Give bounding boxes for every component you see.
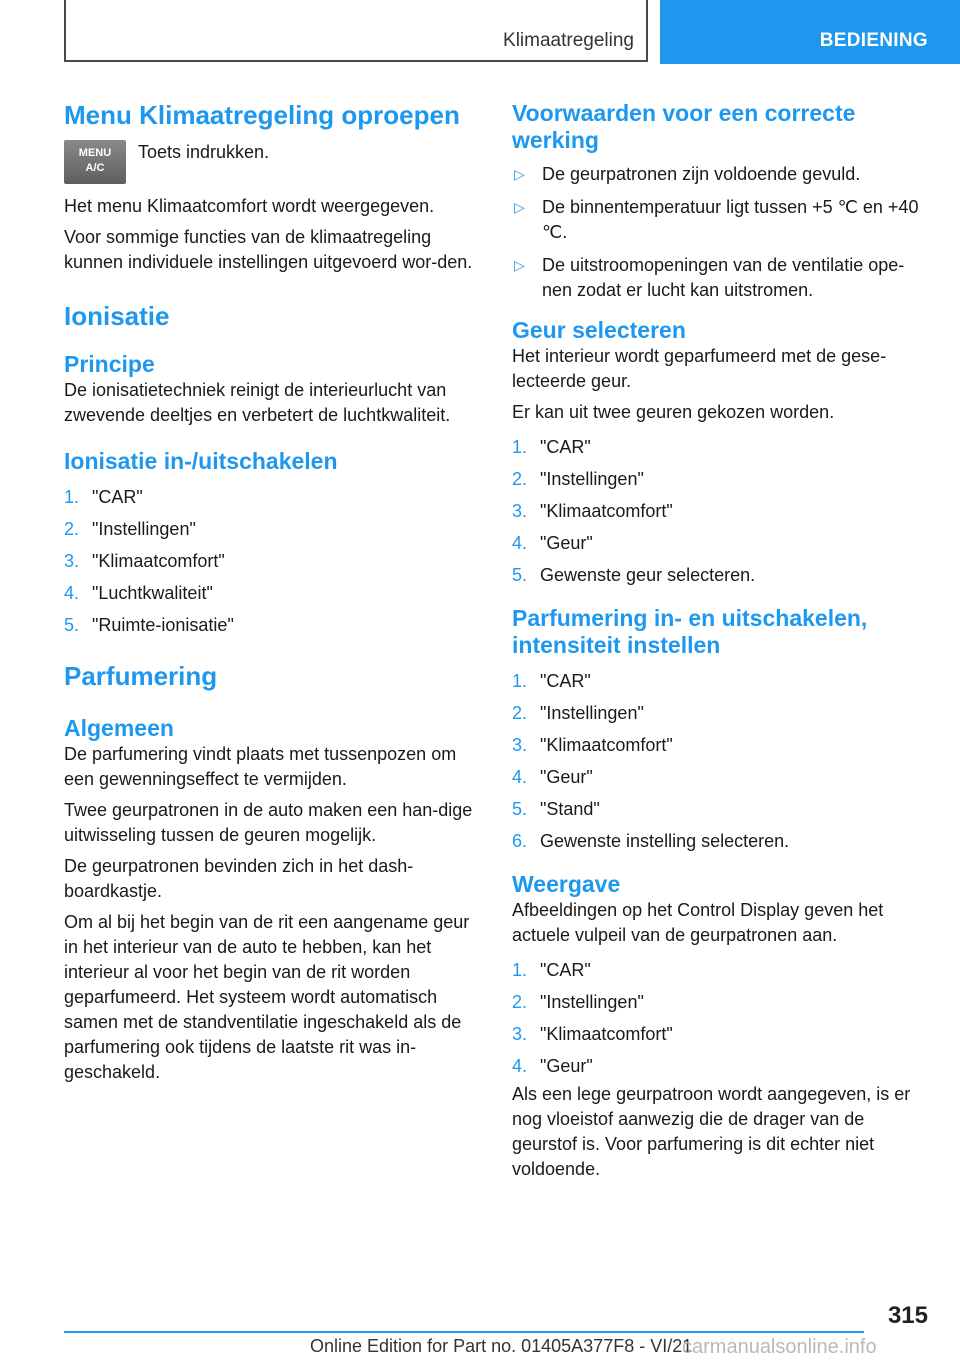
step-text: "Luchtkwaliteit" [92,583,213,603]
step-text: "CAR" [540,671,591,691]
geur-steps [512,431,932,591]
menu-step-text: Toets indrukken. [138,142,270,162]
list-item [512,253,932,303]
algemeen-paragraph-2: Twee geurpatronen in de auto maken een han-dige uitwisseling tussen de geuren mogelijk. [64,800,473,845]
algemeen-paragraph-3: De geurpatronen bevinden zich in het dash-boardkastje. [64,856,414,901]
menu-ac-button-icon [64,140,126,184]
principe-paragraph: De ionisatietechniek reinigt de interieurlucht van zwevende deeltjes en verbetert de luchtkwaliteit. [64,380,451,425]
algemeen-paragraph-4: Om al bij het begin van de rit een aangename geur in het interieur van de auto te hebben, kan het interieur al voor het begin van de rit worden geparfumeerd. Het systeem wordt automatisch samen met de standventilatie ingeschakeld als de parfumering ook tijdens de laatste rit was in-geschakeld. [64,912,470,1082]
list-item [512,559,932,591]
step-text: Gewenste instelling selecteren. [540,831,790,851]
step-text: "Klimaatcomfort" [540,1024,673,1044]
header-section-tab [660,0,960,64]
principe-heading: Principe [64,351,155,377]
algemeen-paragraph-1: De parfumering vindt plaats met tussenpozen om een gewenningseffect te vermijden. [64,744,457,789]
menu-instruction [64,140,476,184]
step-number: 3. [512,501,528,521]
step-number: 2. [512,469,528,489]
step-number: 4. [512,533,528,553]
step-text: "Instellingen" [540,703,644,723]
step-text: "Klimaatcomfort" [540,501,673,521]
conditions-list [512,162,932,303]
geur-paragraph-2: Er kan uit twee geuren gekozen worden. [512,402,835,422]
step-number: 6. [512,831,528,851]
step-number: 1. [512,960,528,980]
list-item [512,1018,932,1050]
condition-text: De binnentemperatuur ligt tussen +5 ℃ en +40 ℃. [542,197,919,242]
intensity-heading: Parfumering in- en uitschakelen, intensiteit instellen [512,605,868,658]
list-item [64,513,476,545]
triangle-bullet-icon: ▷ [514,257,525,273]
list-item [512,1050,932,1082]
ionisatie-switch-heading: Ionisatie in-/uitschakelen [64,448,338,474]
step-number: 3. [64,551,80,571]
header-section-label: BEDIENING [819,30,928,51]
geur-heading: Geur selecteren [512,317,686,343]
step-text: "Ruimte-ionisatie" [92,615,234,635]
list-item [512,162,932,187]
step-text: "CAR" [92,487,143,507]
menu-heading: Menu Klimaatregeling oproepen [64,100,460,130]
list-item [64,609,476,641]
header-title: Klimaatregeling [503,30,634,51]
list-item [512,986,932,1018]
edition-text: Online Edition for Part no. 01405A377F8 - VI/21 [310,1336,693,1356]
step-number: 4. [512,1056,528,1076]
step-number: 1. [512,671,528,691]
step-number: 5. [512,799,528,819]
step-text: "Geur" [540,533,593,553]
triangle-bullet-icon: ▷ [514,199,525,215]
list-item [64,545,476,577]
step-text: "CAR" [540,960,591,980]
header-title-box [64,0,648,62]
weergave-heading: Weergave [512,871,621,897]
list-item [512,954,932,986]
condition-text: De uitstroomopeningen van de ventilatie ope-nen zodat er lucht kan uitstromen. [542,255,905,300]
weergave-paragraph: Afbeeldingen op het Control Display geven het actuele vulpeil van de geurpatronen aan. [512,900,884,945]
list-item [512,729,932,761]
intensity-steps [512,665,932,857]
step-number: 5. [64,615,80,635]
step-text: "Klimaatcomfort" [540,735,673,755]
step-number: 4. [64,583,80,603]
watermark: carmanualsonline.info [682,1336,877,1358]
conditions-heading: Voorwaarden voor een correcte werking [512,100,856,153]
algemeen-heading: Algemeen [64,715,174,741]
list-item [512,761,932,793]
menu-paragraph-2: Voor sommige functies van de klimaatregeling kunnen individuele instellingen uitgevoerd wor-den. [64,227,473,272]
list-item [512,195,932,245]
step-number: 3. [512,735,528,755]
list-item [512,665,932,697]
step-text: "Instellingen" [540,992,644,1012]
list-item [512,495,932,527]
step-text: "CAR" [540,437,591,457]
parfumering-heading: Parfumering [64,661,218,691]
step-number: 3. [512,1024,528,1044]
list-item [64,577,476,609]
list-item [512,825,932,857]
condition-text: De geurpatronen zijn voldoende gevuld. [542,164,861,184]
right-column [512,100,932,1182]
list-item [512,793,932,825]
weergave-paragraph-2: Als een lege geurpatroon wordt aangegeven, is er nog vloeistof aanwezig die de drager van de geurstof is. Voor parfumering is dit echter niet voldoende. [512,1084,911,1179]
list-item [512,697,932,729]
step-text: "Klimaatcomfort" [92,551,225,571]
triangle-bullet-icon: ▷ [514,166,525,182]
list-item [512,463,932,495]
menu-paragraph-1: Het menu Klimaatcomfort wordt weergegeven. [64,196,435,216]
step-number: 5. [512,565,528,585]
step-number: 2. [64,519,80,539]
ionisatie-steps [64,481,476,641]
footer-divider [64,1331,864,1333]
step-text: "Geur" [540,1056,593,1076]
step-number: 1. [64,487,80,507]
page-number: 315 [887,1302,928,1329]
weergave-steps [512,954,932,1082]
step-text: "Instellingen" [540,469,644,489]
left-column [64,100,476,1085]
ionisatie-heading: Ionisatie [64,301,170,331]
menu-key-line1: MENU [78,147,112,159]
step-text: "Instellingen" [92,519,196,539]
list-item [512,527,932,559]
step-text: "Stand" [540,799,600,819]
step-text: Gewenste geur selecteren. [540,565,756,585]
step-number: 2. [512,703,528,723]
step-text: "Geur" [540,767,593,787]
step-number: 2. [512,992,528,1012]
geur-paragraph-1: Het interieur wordt geparfumeerd met de gese-lecteerde geur. [512,346,887,391]
list-item [512,431,932,463]
menu-key-line2: A/C [85,162,105,174]
step-number: 4. [512,767,528,787]
list-item [64,481,476,513]
step-number: 1. [512,437,528,457]
